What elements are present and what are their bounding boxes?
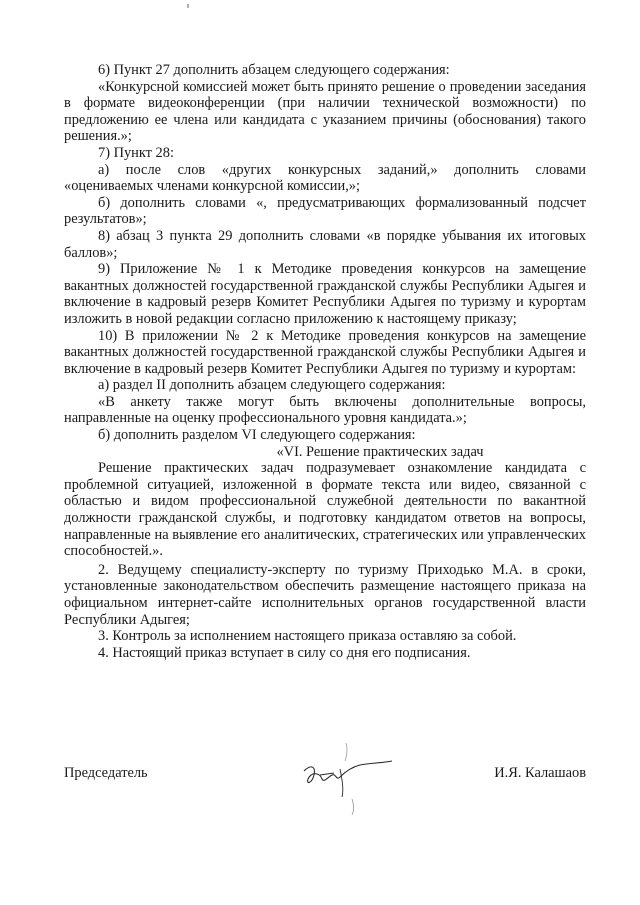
section-text: Решение практических задач подразумевает ознакомление кандидата с проблемной ситуацией, изложенной в формате текста или видео, связанной с областью и видом профессиональной служебной деятельности по вакантной должности гражданской службы, и подготовку кандидатом ответов на вопросы, направленные на выявление его аналитических, стратегических или управленческих способностей.». xyxy=(64,460,586,560)
quote-questionnaire: «В анкету также могут быть включены дополнительные вопросы, направленные на оценку профессионального уровня кандидата.»; xyxy=(64,393,586,427)
subitem-10b: б) дополнить разделом VI следующего содержания: xyxy=(98,427,416,444)
subitem-7a: а) после слов «других конкурсных заданий,» дополнить словами «оцениваемых членами конкурсной комиссии,»; xyxy=(64,161,586,195)
paragraph-item-10: 10) В приложении № 2 к Методике проведения конкурсов на замещение вакантных должностей государственной гражданской службы Республики Адыгея и включение в кадровый резерв Комитет Республики Адыгея по туризму и курортам: xyxy=(64,327,586,377)
subitem-10a: а) раздел II дополнить абзацем следующего содержания: xyxy=(98,377,446,394)
quote-videoconference: «Конкурсной комиссией может быть принято решение о проведении заседания в формате видеоконференции (при наличии технической возможности) по предложению ее члена или кандидата с указанием причины (обоснования) такого решения.»; xyxy=(64,78,586,145)
paragraph-order-3: 3. Контроль за исполнением настоящего приказа оставляю за собой. xyxy=(98,628,517,645)
signatory-title: Председатель xyxy=(64,765,148,781)
paragraph-order-2: 2. Ведущему специалисту-эксперту по туризму Приходько М.А. в сроки, установленные законодательством обеспечить размещение настоящего приказа на официальном интернет-сайте исполнительных органов государственной власти Республики Адыгея; xyxy=(64,561,586,628)
paragraph-item-9: 9) Приложение № 1 к Методике проведения конкурсов на замещение вакантных должностей государственной гражданской службы Республики Адыгея и включение в кадровый резерв Комитет Республики Адыгея по туризму и курортам изложить в новой редакции согласно приложению к настоящему приказу; xyxy=(64,261,586,327)
paragraph-order-4: 4. Настоящий приказ вступает в силу со дня его подписания. xyxy=(98,644,471,661)
scan-artifact xyxy=(187,4,189,8)
paragraph-item-6: 6) Пункт 27 дополнить абзацем следующего содержания: xyxy=(98,62,450,78)
signature-block xyxy=(64,765,586,805)
document-body xyxy=(64,62,586,661)
paragraph-item-8: 8) абзац 3 пункта 29 дополнить словами «в порядке убывания их итоговых баллов»; xyxy=(64,227,586,261)
section-heading: «VI. Решение практических задач xyxy=(276,443,484,460)
handwritten-signature xyxy=(290,735,400,825)
subitem-7b: б) дополнить словами «, предусматривающих формализованный подсчет результатов»; xyxy=(64,194,586,228)
signatory-name: И.Я. Калашаов xyxy=(494,765,586,781)
paragraph-item-7: 7) Пункт 28: xyxy=(98,144,174,161)
